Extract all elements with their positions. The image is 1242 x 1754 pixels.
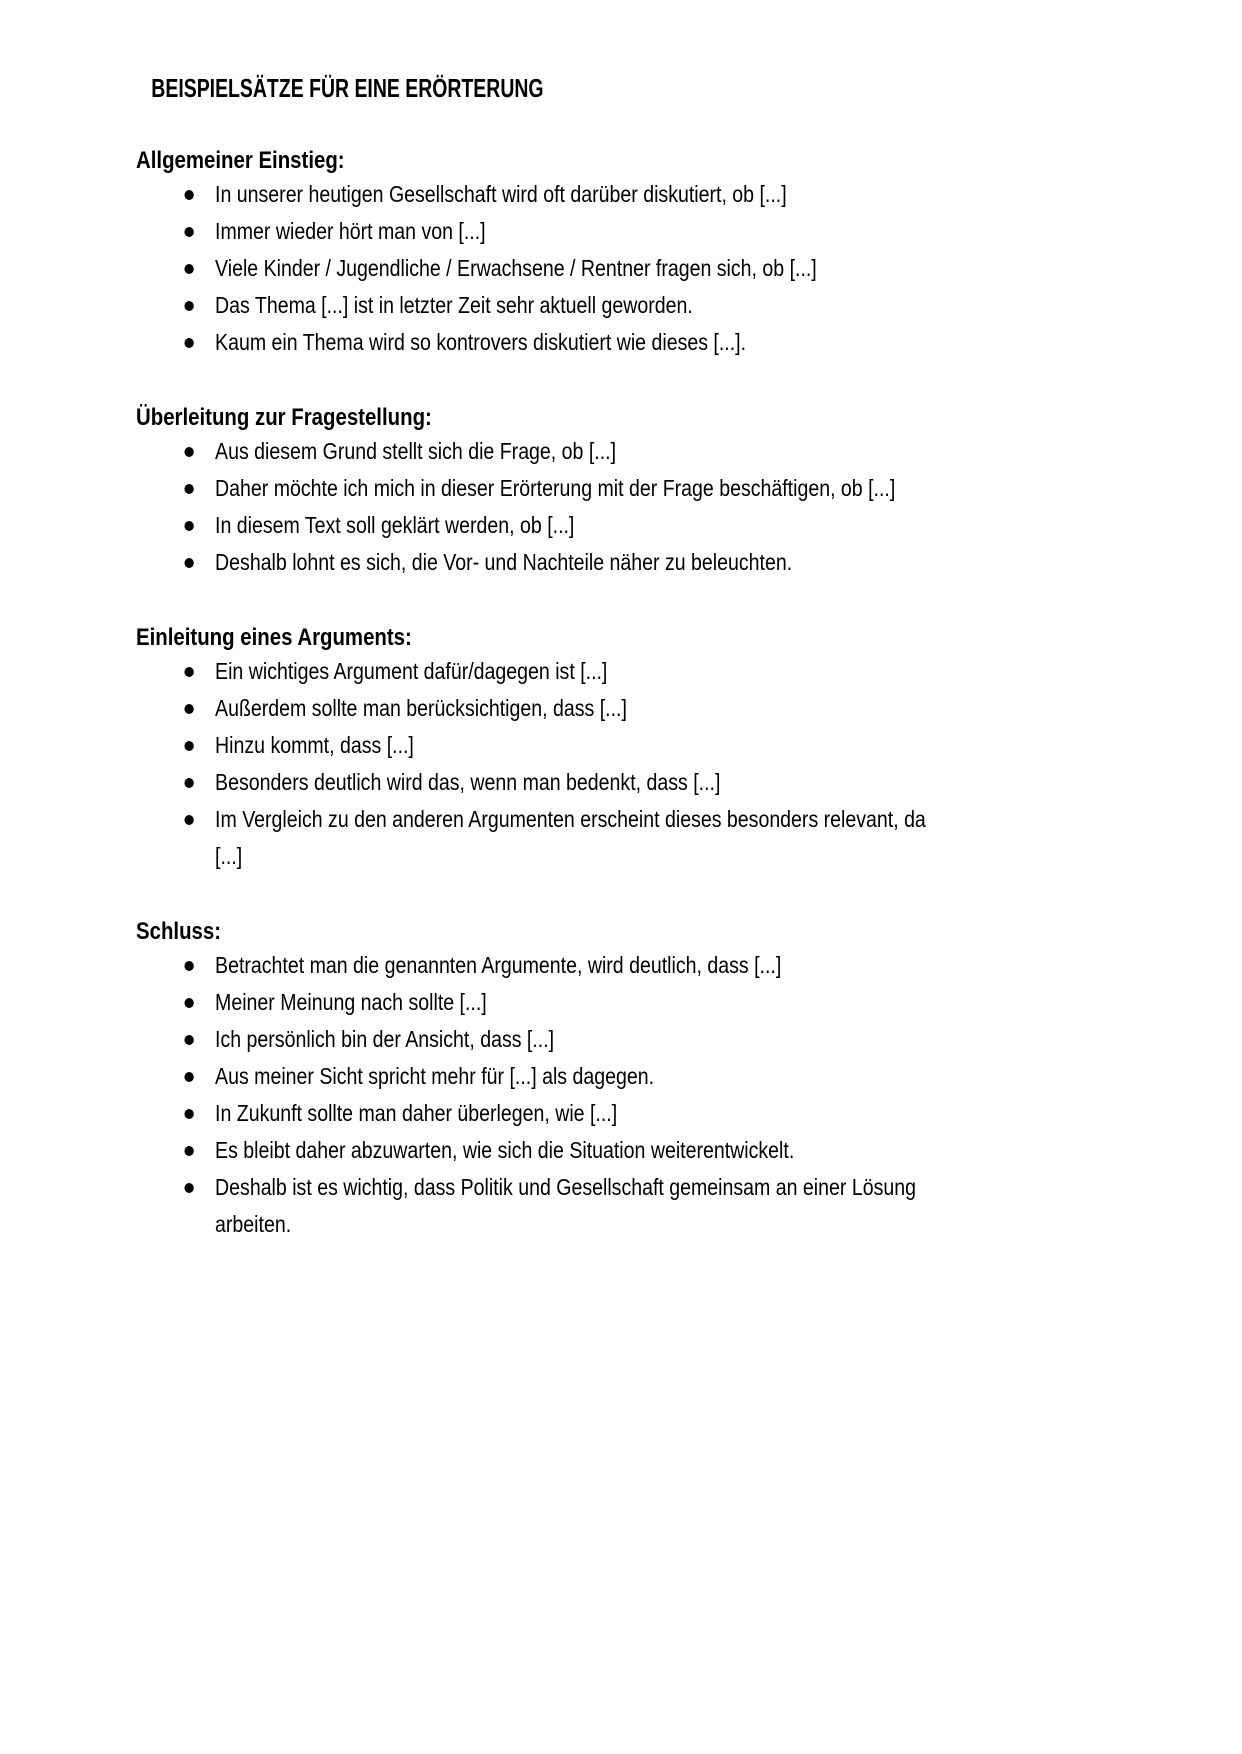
section-heading: Einleitung eines Arguments:	[136, 624, 412, 651]
bullet-dot-icon	[184, 1183, 193, 1193]
document-title	[151, 72, 1106, 104]
list-item	[136, 690, 1106, 727]
bullet-list	[136, 433, 1106, 581]
list-item-text: Ich persönlich bin der Ansicht, dass [...]	[215, 1026, 555, 1052]
bullet-dot-icon	[184, 741, 193, 751]
list-item	[136, 544, 1106, 581]
bullet-dot-icon	[184, 301, 193, 311]
list-item-text: [...]	[215, 843, 243, 869]
list-item	[136, 727, 1106, 764]
list-item-text: Das Thema [...] ist in letzter Zeit sehr aktuell geworden.	[215, 292, 693, 318]
list-item	[136, 324, 1106, 361]
bullet-dot-icon	[184, 484, 193, 494]
list-item	[136, 1021, 1106, 1058]
list-item-text: Kaum ein Thema wird so kontrovers diskutiert wie dieses [...].	[215, 329, 747, 355]
list-item-text: Im Vergleich zu den anderen Argumenten erscheint dieses besonders relevant, da	[215, 806, 926, 832]
list-item-text: Aus diesem Grund stellt sich die Frage, ob [...]	[215, 438, 617, 464]
list-item	[136, 507, 1106, 544]
bullet-dot-icon	[184, 521, 193, 531]
list-item	[136, 764, 1106, 801]
list-item-text: arbeiten.	[215, 1211, 292, 1237]
bullet-dot-icon	[184, 1072, 193, 1082]
list-item-text: Daher möchte ich mich in dieser Erörterung mit der Frage beschäftigen, ob [...]	[215, 475, 896, 501]
bullet-dot-icon	[184, 778, 193, 788]
list-item-text: In diesem Text soll geklärt werden, ob [...]	[215, 512, 575, 538]
bullet-list	[136, 176, 1106, 361]
list-item	[136, 287, 1106, 324]
bullet-dot-icon	[184, 264, 193, 274]
section-heading: Schluss:	[136, 918, 222, 945]
bullet-list	[136, 653, 1106, 875]
bullet-dot-icon	[184, 190, 193, 200]
bullet-dot-icon	[184, 338, 193, 348]
section-heading: Allgemeiner Einstieg:	[136, 147, 345, 174]
bullet-dot-icon	[184, 815, 193, 825]
list-item-text: Immer wieder hört man von [...]	[215, 218, 486, 244]
bullet-dot-icon	[184, 227, 193, 237]
list-item	[136, 801, 1106, 875]
document-content	[136, 72, 1106, 1243]
bullet-dot-icon	[184, 998, 193, 1008]
list-item-text: In Zukunft sollte man daher überlegen, wie [...]	[215, 1100, 618, 1126]
bullet-dot-icon	[184, 447, 193, 457]
list-item	[136, 213, 1106, 250]
list-item	[136, 433, 1106, 470]
list-item-text: Ein wichtiges Argument dafür/dagegen ist [...]	[215, 658, 608, 684]
list-item-text: In unserer heutigen Gesellschaft wird oft darüber diskutiert, ob [...]	[215, 181, 787, 207]
list-item-text: Deshalb ist es wichtig, dass Politik und Gesellschaft gemeinsam an einer Lösung	[215, 1174, 916, 1200]
section-ueberleitung-zur-fragestellung	[136, 403, 1106, 581]
list-item	[136, 1132, 1106, 1169]
bullet-list	[136, 947, 1106, 1243]
list-item	[136, 1169, 1106, 1243]
document-title-text: BEISPIELSÄTZE FÜR EINE ERÖRTERUNG	[151, 73, 544, 103]
list-item	[136, 176, 1106, 213]
bullet-dot-icon	[184, 667, 193, 677]
list-item	[136, 1095, 1106, 1132]
section-allgemeiner-einstieg	[136, 146, 1106, 361]
list-item	[136, 250, 1106, 287]
list-item	[136, 1058, 1106, 1095]
list-item-text: Deshalb lohnt es sich, die Vor- und Nachteile näher zu beleuchten.	[215, 549, 793, 575]
section-einleitung-eines-arguments	[136, 623, 1106, 875]
list-item-text: Meiner Meinung nach sollte [...]	[215, 989, 487, 1015]
bullet-dot-icon	[184, 1146, 193, 1156]
section-heading: Überleitung zur Fragestellung:	[136, 404, 432, 431]
section-schluss	[136, 917, 1106, 1243]
bullet-dot-icon	[184, 1109, 193, 1119]
bullet-dot-icon	[184, 558, 193, 568]
list-item-text: Besonders deutlich wird das, wenn man bedenkt, dass [...]	[215, 769, 721, 795]
bullet-dot-icon	[184, 961, 193, 971]
bullet-dot-icon	[184, 1035, 193, 1045]
list-item-text: Außerdem sollte man berücksichtigen, dass [...]	[215, 695, 627, 721]
bullet-dot-icon	[184, 704, 193, 714]
list-item-text: Es bleibt daher abzuwarten, wie sich die Situation weiterentwickelt.	[215, 1137, 795, 1163]
list-item-text: Hinzu kommt, dass [...]	[215, 732, 414, 758]
list-item-text: Aus meiner Sicht spricht mehr für [...] als dagegen.	[215, 1063, 655, 1089]
list-item-text: Viele Kinder / Jugendliche / Erwachsene / Rentner fragen sich, ob [...]	[215, 255, 817, 281]
list-item	[136, 470, 1106, 507]
list-item	[136, 947, 1106, 984]
list-item-text: Betrachtet man die genannten Argumente, wird deutlich, dass [...]	[215, 952, 782, 978]
list-item	[136, 653, 1106, 690]
list-item	[136, 984, 1106, 1021]
